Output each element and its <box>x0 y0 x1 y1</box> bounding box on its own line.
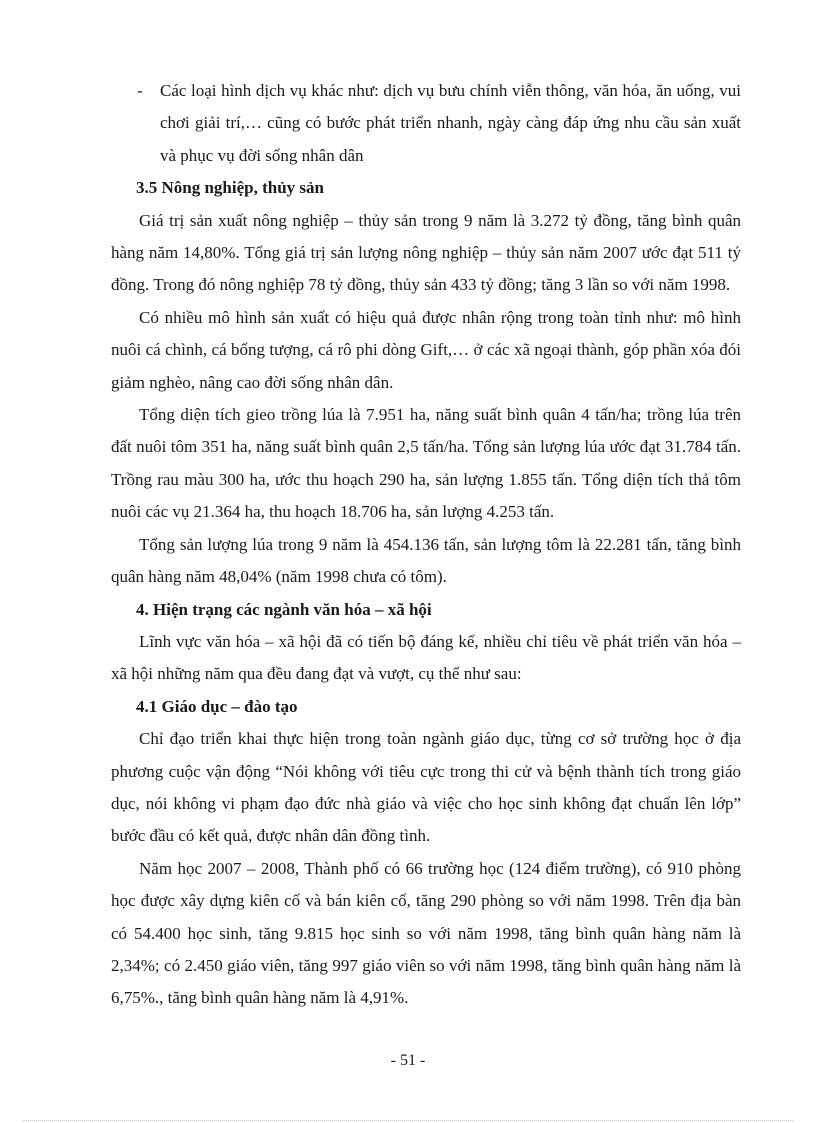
paragraph-education-campaign: Chỉ đạo triển khai thực hiện trong toàn ngành giáo dục, từng cơ sở trường học ở địa phương cuộc vận động “Nói không với tiêu cực trong thi cử và bệnh thành tích trong giáo dục, nói không vi phạm đạo đức nhà giáo và việc cho học sinh không đạt chuẩn lên lớp” bước đầu có kết quả, được nhân dân đồng tình. <box>111 729 741 846</box>
bullet-dash: - <box>137 81 143 100</box>
paragraph-rice-output: Tổng sản lượng lúa trong 9 năm là 454.136 tấn, sản lượng tôm là 22.281 tấn, tăng bình quân hàng năm 48,04% (năm 1998 chưa có tôm). <box>111 534 741 587</box>
paragraph-culture-society: Lĩnh vực văn hóa – xã hội đã có tiến bộ đáng kể, nhiều chỉ tiêu về phát triển văn hóa – xã hội những năm qua đều đang đạt và vượt, cụ thể như sau: <box>111 631 741 684</box>
heading-4: 4. Hiện trạng các ngành văn hóa – xã hội <box>136 599 432 619</box>
page-number: - 51 - <box>390 1052 426 1069</box>
paragraph-school-statistics: Năm học 2007 – 2008, Thành phố có 66 trường học (124 điểm trường), có 910 phòng học được xây dựng kiên cố và bán kiên cố, tăng 290 phòng so với năm 1998. Trên địa bàn có 54.400 học sinh, tăng 9.815 học sinh so với năm 1998, tăng bình quân hàng năm là 2,34%; có 2.450 giáo viên, tăng 997 giáo viên so với năm 1998, tăng bình quân hàng năm là 6,75%., tăng bình quân hàng năm là 4,91%. <box>111 858 741 1008</box>
footer-divider <box>23 1120 793 1121</box>
paragraph-rice-area: Tổng diện tích gieo trồng lúa là 7.951 ha, năng suất bình quân 4 tấn/ha; trồng lúa trên đất nuôi tôm 351 ha, năng suất bình quân 2,5 tấn/ha. Tổng sản lượng lúa ước đạt 31.784 tấn. Trồng rau màu 300 ha, ước thu hoạch 290 ha, sản lượng 1.855 tấn. Tổng diện tích thả tôm nuôi các vụ 21.364 ha, thu hoạch 18.706 ha, sản lượng 4.253 tấn. <box>111 405 741 522</box>
paragraph-production-value: Giá trị sản xuất nông nghiệp – thủy sản trong 9 năm là 3.272 tỷ đồng, tăng bình quân hàng năm 14,80%. Tổng giá trị sản lượng nông nghiệp – thủy sản năm 2007 ước đạt 511 tỷ đồng. Trong đó nông nghiệp 78 tỷ đồng, thủy sản 433 tỷ đồng; tăng 3 lần so với năm 1998. <box>111 210 741 295</box>
heading-4-1: 4.1 Giáo dục – đào tạo <box>136 696 298 716</box>
page-body <box>111 75 741 1015</box>
heading-3-5: 3.5 Nông nghiệp, thủy sản <box>136 178 325 198</box>
bullet-item <box>111 75 741 172</box>
paragraph-production-models: Có nhiều mô hình sản xuất có hiệu quả được nhân rộng trong toàn tỉnh như: mô hình nuôi cá chình, cá bống tượng, cá rô phi dòng Gift,… ở các xã ngoại thành, góp phần xóa đói giảm nghèo, nâng cao đời sống nhân dân. <box>111 307 741 392</box>
bullet-text: Các loại hình dịch vụ khác như: dịch vụ bưu chính viễn thông, văn hóa, ăn uống, vui chơi giải trí,… cũng có bước phát triển nhanh, ngày càng đáp ứng nhu cầu sản xuất và phục vụ đời sống nhân dân <box>160 81 741 165</box>
